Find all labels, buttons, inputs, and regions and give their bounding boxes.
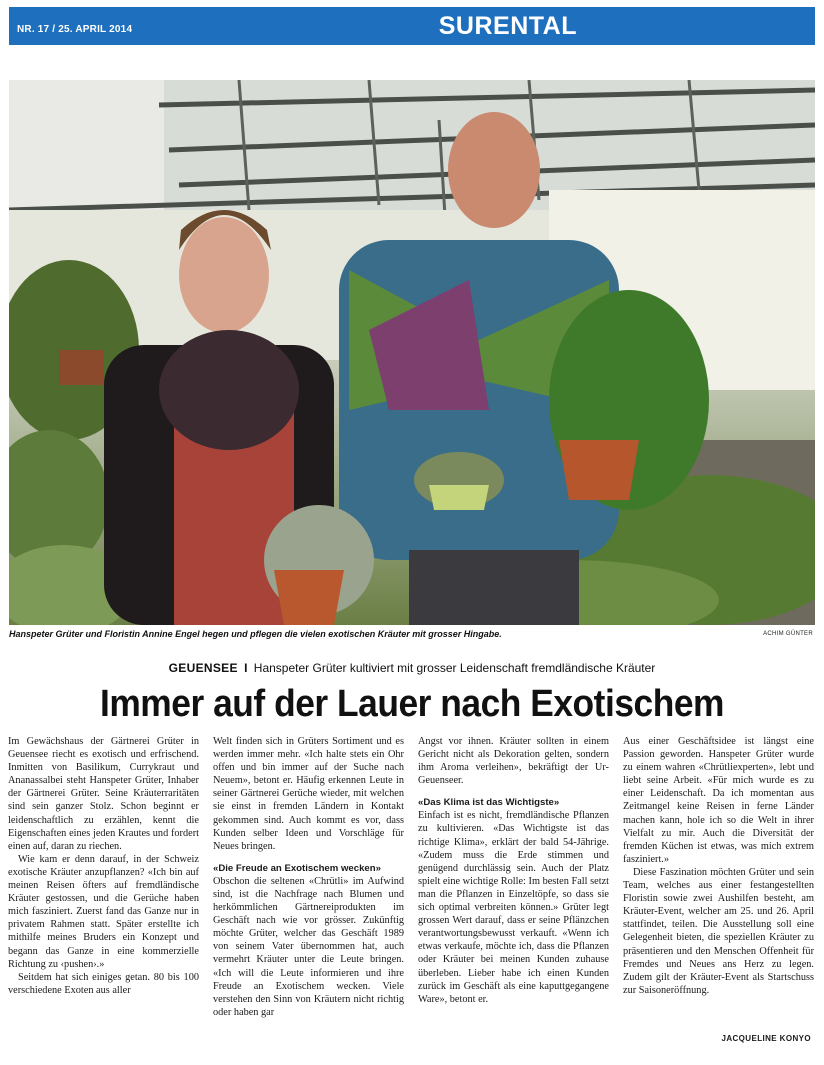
photo-credit: ACHIM GÜNTER: [763, 631, 813, 637]
paragraph: Aus einer Geschäftsidee ist längst eine Passion geworden. Hanspeter Grüter wurde zu einem wahren «Chrütliexperten», lebt und liebt seine Arbeit. «Für mich wurde es zu einer Leidenschaft. Da ich momentan aus Zeitmangel keine Reisen in ferne Länder machen kann, hole ich so die Welt in ihrer Vielfalt zu mir. Auch die Diversität der fremden Küchen ist etwas, was mich extrem fasziniert.»: [623, 736, 814, 865]
text-column-2: [213, 735, 404, 1045]
article-body: [8, 735, 814, 1045]
photo-caption: Hanspeter Grüter und Floristin Annine Engel hegen und pflegen die vielen exotischen Kräuter mit grosser Hingabe.: [9, 629, 502, 639]
kicker-separator: I: [244, 661, 248, 675]
article-photo: [9, 80, 815, 625]
paragraph: Wie kam er denn darauf, in der Schweiz exotische Kräuter anzupflanzen? «Ich bin auf meinen Reisen öfters auf fremdländische Kräuter gestossen, und die Gerüche haben mich fasziniert. Zuerst fand das Ganze nur in privatem Rahmen statt. Später erstellte ich mithilfe meines Bruders ein Konzept und begann das Ganze in eine kommerzielle Richtung zu ‹pushen›.»: [8, 853, 199, 970]
text-column-3: [418, 735, 609, 1045]
text-column-1: [8, 735, 199, 1045]
text-column-4: [623, 735, 814, 1045]
issue-date: NR. 17 / 25. APRIL 2014: [17, 23, 133, 35]
article-headline: Immer auf der Lauer nach Exotischem: [99, 683, 724, 725]
paragraph: Angst vor ihnen. Kräuter sollten in einem Gericht nicht als Dekoration gelten, sondern ihm Aroma verleihen», bekräftigt der Ur-Geuenseer.: [418, 736, 609, 787]
greenhouse-photo-illustration: [9, 80, 815, 625]
kicker-place: GEUENSEE: [168, 661, 238, 675]
paragraph: Obschon die seltenen «Chrütli» im Aufwind sind, ist die Nachfrage nach Blumen und herkömmlichen Gärtnereiprodukten im Geschäft nach wie vor grösser. Zukünftig möchte Grüter, welcher das Geschäft 1989 von seinem Vater übernommen hat, auch vermehrt Kräuter unter die Leute bringen. «Ich will die Leute informieren und ihre Freude an Exotischem wecken. Viele verstehen den Sinn von Kräutern nicht richtig oder haben gar: [213, 875, 404, 1018]
subheading: «Die Freude an Exotischem wecken»: [213, 862, 381, 874]
section-title: SURENTAL: [438, 11, 577, 40]
paragraph: Welt finden sich in Grüters Sortiment und es werden immer mehr. «Ich halte stets ein Ohr offen und bin immer auf der Suche nach Neuem», betont er. Häufig erkennen Leute in seiner Gärtnerei Gerüche wieder, mit welchen sie einst in fremden Ländern in Kontakt gekommen sind. Auch kommt es vor, dass Kunden selber Ideen und Vorschläge für Neues bringen.: [213, 736, 404, 852]
kicker-text: Hanspeter Grüter kultiviert mit grosser Leidenschaft fremdländische Kräuter: [253, 661, 656, 675]
paragraph: Im Gewächshaus der Gärtnerei Grüter in Geuensee riecht es exotisch und erfrischend. Inmitten von Basilikum, Currykraut und Ananassalbei steht Hanspeter Grüter, Inhaber der Gärtnerei Grüter. Seine Kräuterraritäten sind sein ganzer Stolz. Schon beginnt er leidenschaftlich zu erzählen, kennt die Eigenschaften eines jeden Krautes und fordert einen auf, daran zu riechen.: [8, 736, 199, 852]
paragraph: Diese Faszination möchten Grüter und sein Team, welches aus einer festangestellten Floristin sowie zwei Aushilfen besteht, am Kräuter-Event, welcher am 25. und 26. April stattfindet, teilen. Die Ausstellung soll eine Gelegenheit bieten, die speziellen Kräuter zu präsentieren und den Menschen Offenheit für Fremdes und Neues ans Herz zu legen. Zudem gilt der Kräuter-Event als Startschuss zur Saisoneröffnung.: [623, 866, 814, 996]
paragraph: Einfach ist es nicht, fremdländische Pflanzen zu kultivieren. «Das Wichtigste ist das richtige Klima», erklärt der bald 54-Jährige. «Zudem muss die Erde stimmen und genügend durchlässig sein. Auch der Platz spielt eine wichtige Rolle: Im besten Fall setzt man die Pflanzen in Einzeltöpfe, so dass sie sich optimal verbreiten können.» Grüter legt grossen Wert darauf, dass er seine Pflänzchen verantwortungsbewusst verkauft. «Wenn ich etwas verkaufe, möchte ich, dass die Pflanzen oder Kräuter bei meinen Kunden zuhause überleben. Lieber habe ich einen Kunden zurück im Geschäft als eine kaputtgegangene Ware», betont er.: [418, 810, 609, 1005]
subheading: «Das Klima ist das Wichtigste»: [418, 797, 560, 809]
masthead-bar: [9, 7, 815, 45]
author-byline: JACQUELINE KONYO: [721, 1034, 811, 1043]
paragraph: Seitdem hat sich einiges getan. 80 bis 100 verschiedene Exoten aus aller: [8, 971, 199, 996]
article-kicker: [0, 661, 824, 675]
